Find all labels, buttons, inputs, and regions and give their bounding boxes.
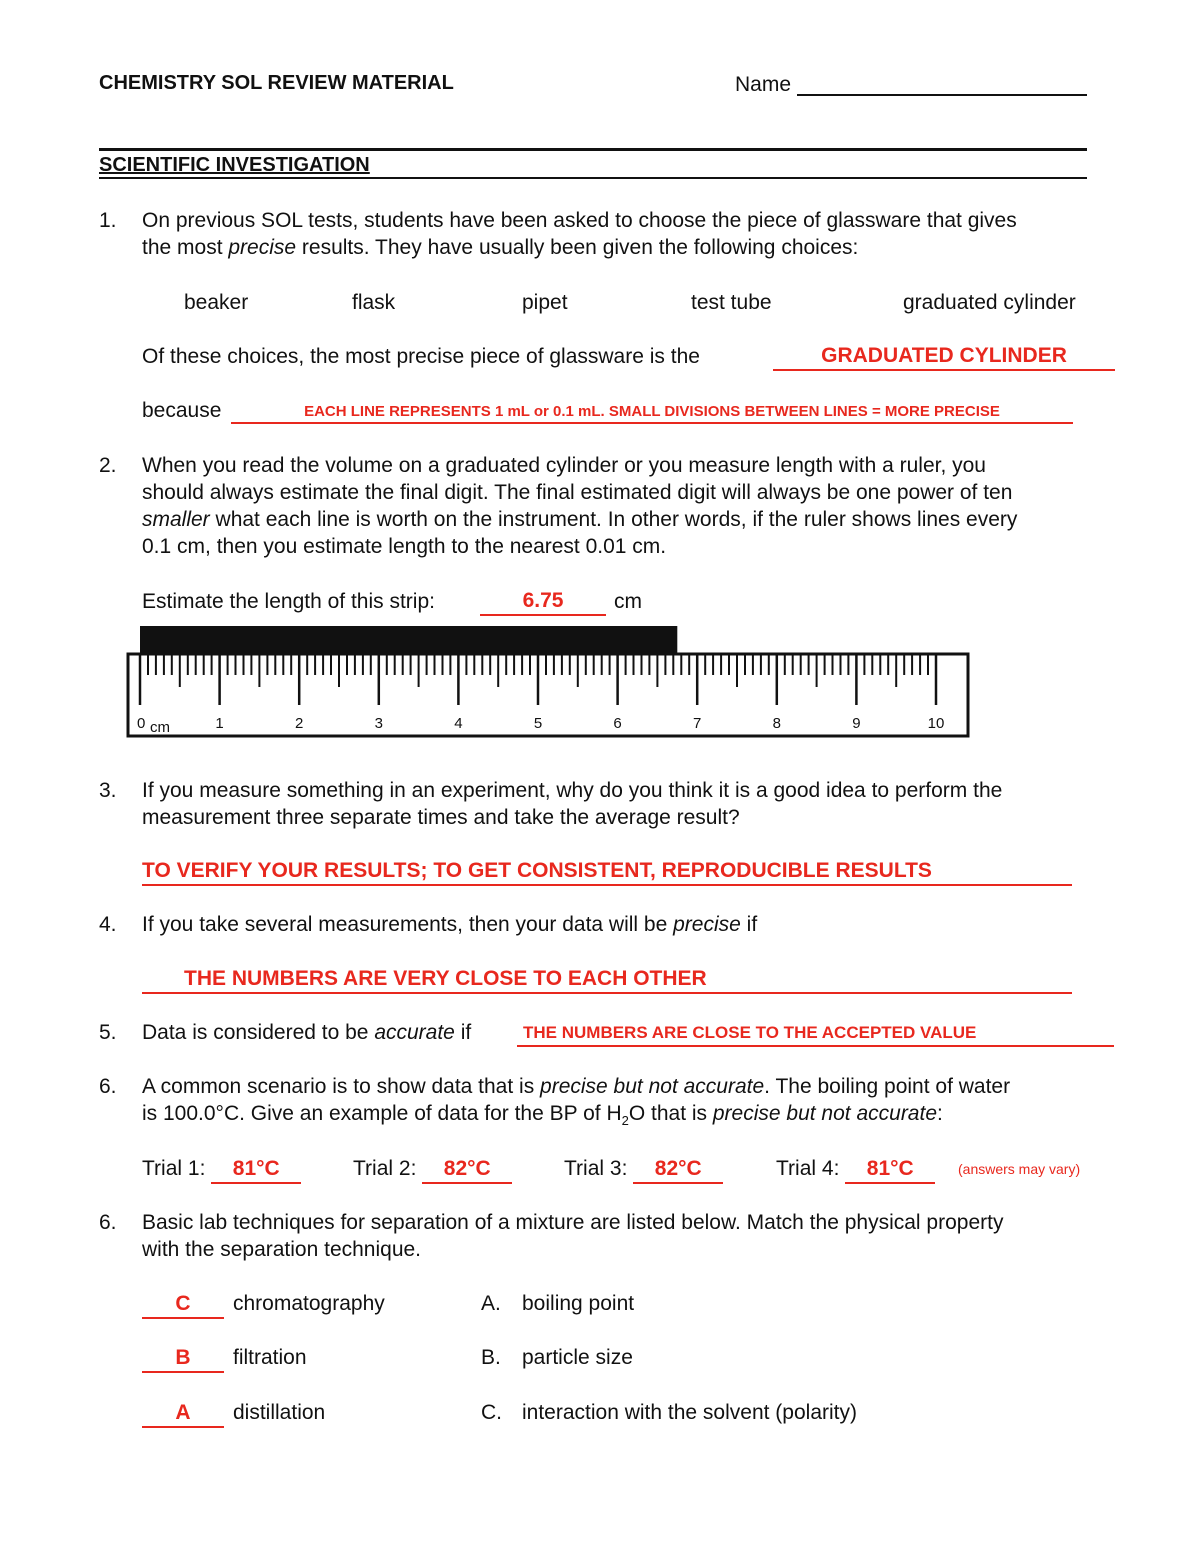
name-field[interactable] <box>797 94 1087 96</box>
ruler-label: 8 <box>772 715 781 732</box>
ruler-label: 10 <box>927 715 945 732</box>
q2-line2: should always estimate the final digit. The final estimated digit will always be one power of ten <box>142 481 1013 504</box>
technique-filtration: filtration <box>233 1346 307 1369</box>
property-letter-c: C. <box>481 1401 502 1424</box>
trial-2-value: 82°C <box>422 1155 512 1184</box>
q6-line1: A common scenario is to show data that is precise but not accurate. The boiling point of water <box>142 1075 1011 1098</box>
trial-2: Trial 2: 82°C <box>353 1155 512 1184</box>
match-answer-1: C <box>142 1290 224 1319</box>
q3-line2: measurement three separate times and take the average result? <box>142 806 740 829</box>
q1-prompt: Of these choices, the most precise piece of glassware is the <box>142 345 700 368</box>
q4-answer-line <box>142 965 1072 994</box>
trial-1: Trial 1: 81°C <box>142 1155 301 1184</box>
technique-chromatography: chromatography <box>233 1292 385 1315</box>
q5-answer: THE NUMBERS ARE CLOSE TO THE ACCEPTED VALUE <box>517 1021 1114 1047</box>
ruler-label: 2 <box>295 715 304 732</box>
q2-line3: smaller what each line is worth on the instrument. In other words, if the ruler shows lines every <box>142 508 1018 531</box>
ruler-unit-label: cm <box>150 719 170 736</box>
choice-graduated-cylinder: graduated cylinder <box>903 291 1076 314</box>
q1-answer: GRADUATED CYLINDER <box>773 342 1115 371</box>
match-answer-3: A <box>142 1399 224 1428</box>
q1-line1: On previous SOL tests, students have been asked to choose the piece of glassware that gives <box>142 209 1017 232</box>
choice-beaker: beaker <box>184 291 249 314</box>
q6-number: 6. <box>99 1075 117 1098</box>
trial-4: Trial 4: 81°C <box>776 1155 935 1184</box>
trial-3-value: 82°C <box>633 1155 723 1184</box>
q1-number: 1. <box>99 209 117 232</box>
choice-test-tube: test tube <box>691 291 772 314</box>
q7-number: 6. <box>99 1211 117 1234</box>
ruler-label: 6 <box>613 715 622 732</box>
document-title: CHEMISTRY SOL REVIEW MATERIAL <box>99 72 454 94</box>
q2-unit: cm <box>614 590 642 613</box>
q2-prompt: Estimate the length of this strip: <box>142 590 435 613</box>
q4-text: If you take several measurements, then your data will be precise if <box>142 913 758 936</box>
q2-number: 2. <box>99 454 117 477</box>
property-particle-size: particle size <box>522 1346 633 1369</box>
ruler-label: 7 <box>693 715 702 732</box>
q7-line1: Basic lab techniques for separation of a mixture are listed below. Match the physical property <box>142 1211 1004 1234</box>
ruler-body <box>128 654 968 736</box>
q3-answer: TO VERIFY YOUR RESULTS; TO GET CONSISTENT, REPRODUCIBLE RESULTS <box>142 857 1072 886</box>
q2-line4: 0.1 cm, then you estimate length to the nearest 0.01 cm. <box>142 535 667 558</box>
section-rule-bottom <box>99 177 1087 179</box>
q3-line1: If you measure something in an experiment, why do you think it is a good idea to perform the <box>142 779 1003 802</box>
property-polarity: interaction with the solvent (polarity) <box>522 1401 857 1424</box>
ruler-figure <box>120 620 980 745</box>
ruler-label: 3 <box>374 715 383 732</box>
q6-line2: is 100.0°C. Give an example of data for the BP of $H_2O$ that is precise but not accurate: <box>142 1102 943 1129</box>
ruler-label: 0 <box>137 715 146 732</box>
q4-answer: THE NUMBERS ARE VERY CLOSE TO EACH OTHER <box>184 967 707 990</box>
name-label: Name <box>735 73 792 96</box>
q2-line1: When you read the volume on a graduated cylinder or you measure length with a ruler, you <box>142 454 986 477</box>
choice-flask: flask <box>352 291 396 314</box>
ruler-label: 4 <box>454 715 463 732</box>
ruler-label: 5 <box>533 715 543 732</box>
ruler-label: 9 <box>852 715 861 732</box>
trial-1-value: 81°C <box>211 1155 301 1184</box>
q1-because-answer: EACH LINE REPRESENTS 1 mL or 0.1 mL. SMALL DIVISIONS BETWEEN LINES = MORE PRECISE <box>231 401 1073 424</box>
section-title: SCIENTIFIC INVESTIGATION <box>99 154 370 176</box>
match-answer-2: B <box>142 1344 224 1373</box>
choice-pipet: pipet <box>522 291 568 314</box>
q7-line2: with the separation technique. <box>142 1238 422 1261</box>
property-letter-b: B. <box>481 1346 501 1369</box>
trial-3: Trial 3: 82°C <box>564 1155 723 1184</box>
trial-4-value: 81°C <box>845 1155 935 1184</box>
section-rule-top <box>99 148 1087 151</box>
answers-vary-note: (answers may vary) <box>958 1161 1081 1177</box>
q2-answer: 6.75 <box>480 587 606 616</box>
ruler-label: 1 <box>215 715 224 732</box>
q3-number: 3. <box>99 779 117 802</box>
q4-number: 4. <box>99 913 117 936</box>
q1-because-label: because <box>142 399 222 422</box>
property-boiling-point: boiling point <box>522 1292 635 1315</box>
q5-number: 5. <box>99 1021 117 1044</box>
technique-distillation: distillation <box>233 1401 326 1424</box>
q1-line2: the most precise results. They have usually been given the following choices: <box>142 236 859 259</box>
q5-text: Data is considered to be accurate if <box>142 1021 472 1044</box>
property-letter-a: A. <box>481 1292 501 1315</box>
